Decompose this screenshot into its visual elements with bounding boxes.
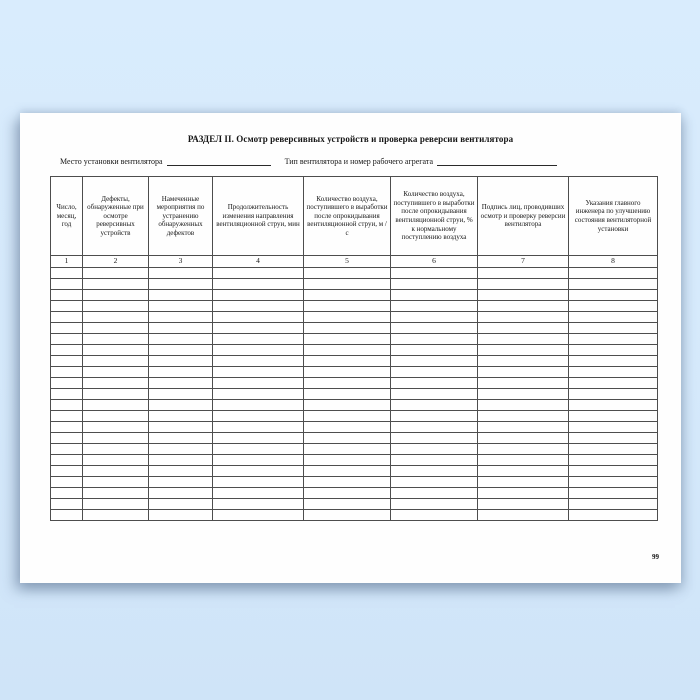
table-cell: [569, 290, 658, 301]
table-cell: [83, 356, 149, 367]
table-cell: [51, 268, 83, 279]
table-cell: [478, 312, 569, 323]
table-cell: [149, 301, 213, 312]
table-cell: [149, 477, 213, 488]
column-number-row: [51, 256, 658, 268]
table-cell: [391, 334, 478, 345]
table-cell: [391, 323, 478, 334]
column-header-6: Количество воздуха, поступившего в выработки после опрокидывания вентиляционной струи, % к нормальному поступлению воздуха: [391, 177, 478, 256]
table-cell: [149, 400, 213, 411]
column-number-3: 3: [149, 256, 213, 268]
table-cell: [478, 466, 569, 477]
table-cell: [304, 510, 391, 521]
table-head: [51, 177, 658, 268]
table-row: [51, 488, 658, 499]
column-header-1: Число, месяц, год: [51, 177, 83, 256]
table-cell: [569, 334, 658, 345]
table-cell: [149, 411, 213, 422]
table-cell: [51, 301, 83, 312]
table-cell: [149, 279, 213, 290]
table-cell: [304, 378, 391, 389]
table-cell: [83, 488, 149, 499]
table-cell: [149, 323, 213, 334]
table-cell: [83, 389, 149, 400]
table-cell: [478, 444, 569, 455]
column-header-3: Намеченные мероприятия по устранению обнаруженных дефектов: [149, 177, 213, 256]
table-cell: [213, 268, 304, 279]
table-cell: [391, 312, 478, 323]
table-cell: [478, 268, 569, 279]
table-row: [51, 290, 658, 301]
table-cell: [478, 510, 569, 521]
table-cell: [149, 367, 213, 378]
table-cell: [213, 433, 304, 444]
table-row: [51, 301, 658, 312]
table-cell: [149, 378, 213, 389]
table-cell: [213, 356, 304, 367]
table-cell: [478, 345, 569, 356]
table-cell: [213, 334, 304, 345]
table-cell: [213, 389, 304, 400]
table-cell: [478, 389, 569, 400]
table-cell: [478, 367, 569, 378]
table-cell: [213, 466, 304, 477]
table-cell: [304, 455, 391, 466]
table-cell: [51, 345, 83, 356]
table-cell: [478, 334, 569, 345]
table-cell: [83, 510, 149, 521]
table-cell: [569, 389, 658, 400]
table-row: [51, 411, 658, 422]
table-cell: [51, 279, 83, 290]
table-cell: [304, 389, 391, 400]
table-cell: [569, 455, 658, 466]
table-cell: [51, 499, 83, 510]
table-cell: [51, 367, 83, 378]
table-cell: [83, 345, 149, 356]
table-cell: [391, 411, 478, 422]
table-cell: [304, 290, 391, 301]
table-cell: [391, 290, 478, 301]
table-cell: [391, 499, 478, 510]
table-cell: [478, 301, 569, 312]
table-cell: [83, 400, 149, 411]
table-cell: [391, 488, 478, 499]
table-cell: [51, 411, 83, 422]
table-body: [51, 268, 658, 521]
table-cell: [51, 290, 83, 301]
table-cell: [478, 455, 569, 466]
table-cell: [213, 455, 304, 466]
table-row: [51, 345, 658, 356]
table-cell: [569, 444, 658, 455]
section-title: РАЗДЕЛ II. Осмотр реверсивных устройств и проверка реверсии вентилятора: [187, 134, 514, 144]
table-cell: [213, 290, 304, 301]
table-cell: [304, 301, 391, 312]
table-cell: [478, 290, 569, 301]
table-cell: [213, 345, 304, 356]
table-cell: [569, 400, 658, 411]
fan-type-label: Тип вентилятора и номер рабочего агрегата: [284, 157, 434, 166]
column-header-4: Продолжительность изменения направления вентиляционной струи, мин: [213, 177, 304, 256]
table-row: [51, 367, 658, 378]
table-row: [51, 279, 658, 290]
table-cell: [149, 422, 213, 433]
column-number-5: 5: [304, 256, 391, 268]
table-cell: [391, 378, 478, 389]
column-header-2: Дефекты, обнаруженные при осмотре реверсивных устройств: [83, 177, 149, 256]
table-cell: [569, 345, 658, 356]
table-cell: [83, 422, 149, 433]
table-cell: [213, 301, 304, 312]
table-cell: [569, 510, 658, 521]
table-cell: [304, 444, 391, 455]
table-cell: [51, 510, 83, 521]
table-cell: [83, 312, 149, 323]
table-cell: [51, 477, 83, 488]
table-cell: [51, 334, 83, 345]
table-cell: [391, 301, 478, 312]
table-cell: [51, 466, 83, 477]
column-number-6: 6: [391, 256, 478, 268]
table-cell: [391, 455, 478, 466]
table-cell: [304, 345, 391, 356]
table-cell: [83, 323, 149, 334]
table-cell: [391, 389, 478, 400]
table-cell: [391, 444, 478, 455]
table-cell: [213, 367, 304, 378]
table-cell: [478, 323, 569, 334]
table-row: [51, 444, 658, 455]
table-cell: [478, 400, 569, 411]
scanned-form-page: [20, 113, 681, 583]
table-cell: [478, 488, 569, 499]
table-cell: [83, 334, 149, 345]
table-row: [51, 422, 658, 433]
table-row: [51, 466, 658, 477]
table-cell: [83, 279, 149, 290]
table-row: [51, 334, 658, 345]
fan-location-label: Место установки вентилятора: [60, 157, 163, 166]
column-number-7: 7: [478, 256, 569, 268]
table-cell: [83, 290, 149, 301]
table-cell: [478, 477, 569, 488]
table-cell: [304, 477, 391, 488]
table-cell: [569, 499, 658, 510]
table-cell: [213, 444, 304, 455]
table-cell: [149, 290, 213, 301]
column-number-8: 8: [569, 256, 658, 268]
header-fields: [60, 156, 661, 166]
column-header-8: Указания главного инженера по улучшению состояния вентиляторной установки: [569, 177, 658, 256]
table-cell: [391, 422, 478, 433]
table-cell: [83, 466, 149, 477]
table-row: [51, 323, 658, 334]
table-cell: [149, 499, 213, 510]
table-cell: [304, 356, 391, 367]
table-cell: [391, 279, 478, 290]
table-cell: [478, 433, 569, 444]
table-cell: [304, 422, 391, 433]
table-row: [51, 312, 658, 323]
table-cell: [149, 488, 213, 499]
table-cell: [213, 323, 304, 334]
table-cell: [304, 411, 391, 422]
table-cell: [213, 499, 304, 510]
reversal-inspection-table: [50, 176, 658, 521]
table-cell: [213, 422, 304, 433]
table-cell: [213, 510, 304, 521]
table-cell: [391, 268, 478, 279]
table-cell: [51, 422, 83, 433]
table-cell: [304, 268, 391, 279]
table-cell: [478, 411, 569, 422]
table-cell: [478, 279, 569, 290]
table-cell: [213, 488, 304, 499]
table-cell: [83, 301, 149, 312]
table-cell: [569, 356, 658, 367]
table-cell: [83, 268, 149, 279]
table-cell: [51, 312, 83, 323]
table-cell: [304, 323, 391, 334]
table-cell: [83, 411, 149, 422]
table-cell: [149, 455, 213, 466]
table-cell: [51, 323, 83, 334]
table-cell: [51, 400, 83, 411]
table-cell: [304, 466, 391, 477]
table-cell: [569, 411, 658, 422]
table-row: [51, 499, 658, 510]
table-cell: [149, 334, 213, 345]
table-cell: [569, 466, 658, 477]
table-cell: [569, 378, 658, 389]
table-cell: [149, 433, 213, 444]
table-cell: [213, 279, 304, 290]
table-cell: [391, 356, 478, 367]
table-cell: [149, 268, 213, 279]
column-header-5: Количество воздуха, поступившего в выработки после опрокидывания вентиляционной струи, м /с: [304, 177, 391, 256]
table-cell: [569, 323, 658, 334]
table-cell: [391, 477, 478, 488]
table-cell: [51, 455, 83, 466]
table-cell: [149, 389, 213, 400]
table-cell: [569, 422, 658, 433]
table-cell: [83, 433, 149, 444]
table-cell: [83, 499, 149, 510]
table-cell: [391, 466, 478, 477]
table-cell: [83, 455, 149, 466]
table-cell: [51, 389, 83, 400]
table-cell: [304, 279, 391, 290]
table-cell: [391, 433, 478, 444]
table-cell: [51, 356, 83, 367]
table-cell: [478, 422, 569, 433]
column-number-4: 4: [213, 256, 304, 268]
table-cell: [569, 367, 658, 378]
table-cell: [83, 367, 149, 378]
table-cell: [213, 378, 304, 389]
table-cell: [569, 488, 658, 499]
table-row: [51, 477, 658, 488]
table-cell: [149, 510, 213, 521]
table-cell: [83, 378, 149, 389]
table-cell: [51, 433, 83, 444]
table-cell: [569, 301, 658, 312]
page-number: 99: [652, 553, 659, 561]
table-cell: [391, 400, 478, 411]
table-row: [51, 356, 658, 367]
table-cell: [304, 499, 391, 510]
table-cell: [149, 356, 213, 367]
table-cell: [304, 488, 391, 499]
table-cell: [149, 444, 213, 455]
table-row: [51, 389, 658, 400]
table-cell: [213, 312, 304, 323]
column-number-2: 2: [83, 256, 149, 268]
table-row: [51, 400, 658, 411]
table-row: [51, 455, 658, 466]
table-cell: [569, 477, 658, 488]
table-cell: [304, 334, 391, 345]
table-cell: [51, 378, 83, 389]
table-cell: [213, 477, 304, 488]
table-cell: [213, 400, 304, 411]
fan-location-blank-line: [167, 156, 271, 166]
table-cell: [213, 411, 304, 422]
column-number-1: 1: [51, 256, 83, 268]
table-cell: [304, 433, 391, 444]
table-row: [51, 510, 658, 521]
table-cell: [149, 345, 213, 356]
fan-type-blank-line: [437, 156, 557, 166]
table-cell: [478, 378, 569, 389]
column-header-7: Подпись лиц, проводивших осмотр и проверку реверсии вентилятора: [478, 177, 569, 256]
table-cell: [391, 367, 478, 378]
table-cell: [304, 312, 391, 323]
header-row: [51, 177, 658, 256]
table-row: [51, 268, 658, 279]
table-cell: [569, 268, 658, 279]
table-cell: [149, 466, 213, 477]
table-cell: [569, 433, 658, 444]
table-cell: [51, 444, 83, 455]
table-cell: [391, 510, 478, 521]
table-cell: [304, 367, 391, 378]
table-cell: [83, 477, 149, 488]
table-cell: [83, 444, 149, 455]
table-cell: [569, 279, 658, 290]
table-cell: [149, 312, 213, 323]
table-cell: [569, 312, 658, 323]
table-row: [51, 433, 658, 444]
table-row: [51, 378, 658, 389]
table-cell: [478, 356, 569, 367]
table-cell: [304, 400, 391, 411]
table-cell: [478, 499, 569, 510]
table-cell: [51, 488, 83, 499]
table-cell: [391, 345, 478, 356]
